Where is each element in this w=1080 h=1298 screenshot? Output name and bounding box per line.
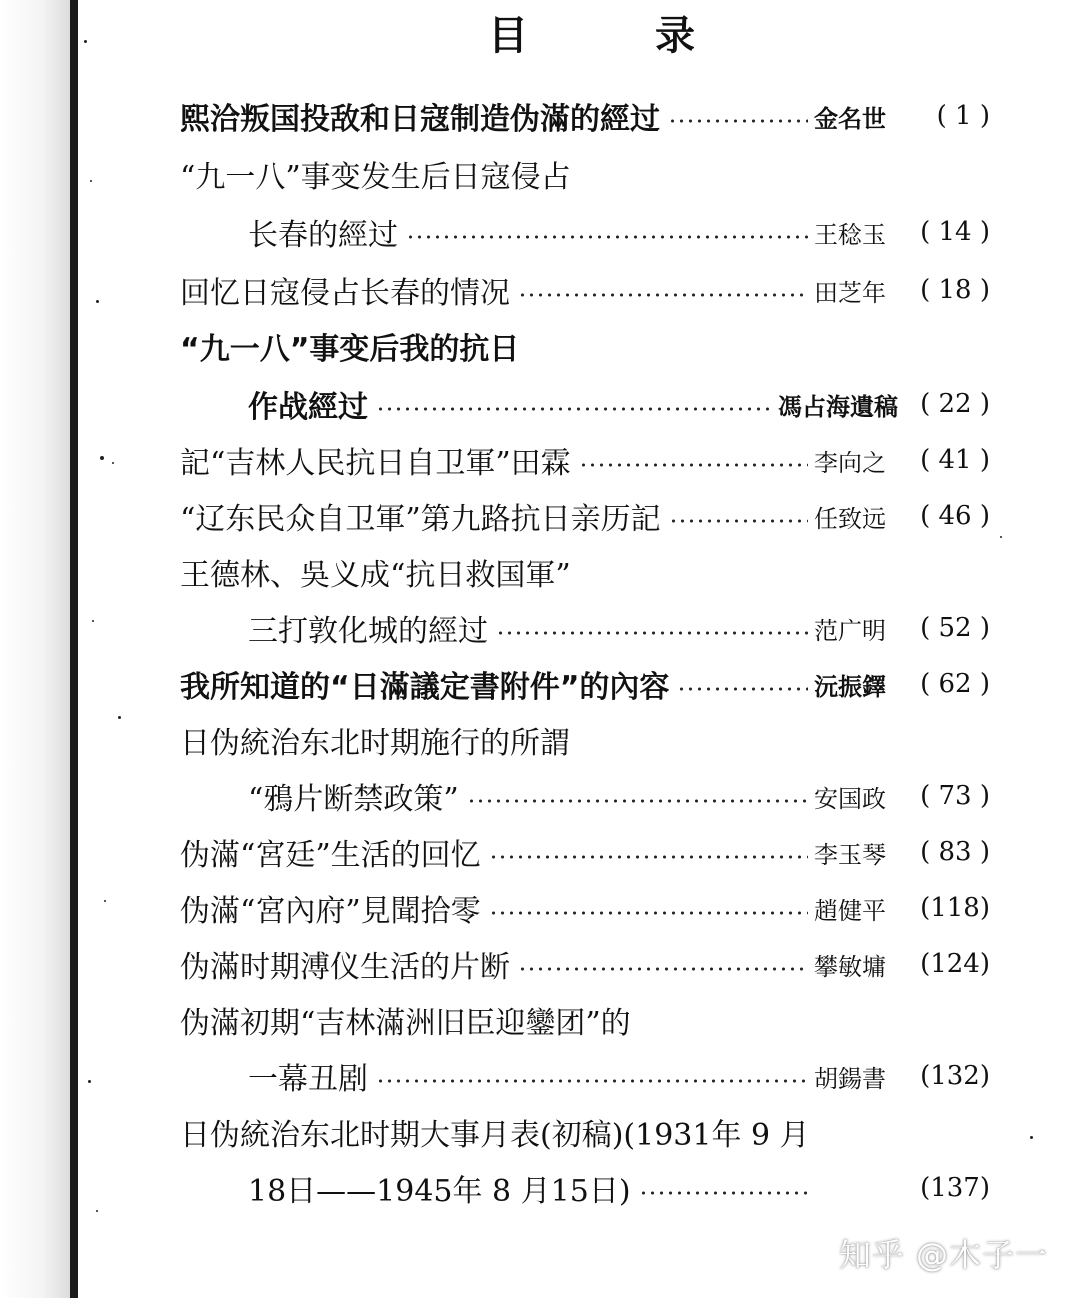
toc-entry-page: ( 62 ) <box>920 669 990 699</box>
toc-entry-author: 攀敏墉 <box>814 952 886 981</box>
toc-leader-dots <box>467 799 808 803</box>
toc-entry-page: ( 18 ) <box>920 275 990 305</box>
toc-entry-line <box>180 1108 990 1156</box>
toc-entry-line <box>180 828 990 876</box>
toc-entry-line <box>180 660 990 708</box>
toc-entry-author: 沅振鐸 <box>814 672 886 701</box>
toc-entry-line <box>248 1164 990 1212</box>
toc-entry-line <box>180 940 990 988</box>
toc-leader-dots <box>518 967 808 971</box>
toc-entry-line <box>180 436 990 484</box>
toc-entry-title: 熙洽叛国投敌和日寇制造伪滿的經过 <box>180 102 660 137</box>
toc-entry-title: 长春的經过 <box>248 218 398 253</box>
toc-leader-dots <box>518 293 808 297</box>
toc-entry-author: 李向之 <box>814 448 886 477</box>
toc-entry-line <box>180 716 990 764</box>
toc-entry-author: 任致远 <box>814 504 886 533</box>
toc-entry-title: 回忆日寇侵占长春的情况 <box>180 276 510 311</box>
toc-entry-title: 伪滿初期“吉林滿洲旧臣迎鑾团”的 <box>180 1006 631 1041</box>
toc-leader-dots <box>489 855 808 859</box>
toc-entry-page: ( 22 ) <box>920 389 990 419</box>
toc-entry-page: (132) <box>920 1061 990 1091</box>
toc-entry-line <box>248 1052 990 1100</box>
scan-speck <box>90 180 92 182</box>
scan-speck <box>118 716 121 719</box>
toc-entry-page: ( 83 ) <box>920 837 990 867</box>
toc-entry-page: ( 52 ) <box>920 613 990 643</box>
toc-entry-page: ( 41 ) <box>920 445 990 475</box>
toc-entry-title: “辽东民众自卫軍”第九路抗日亲历記 <box>180 502 661 537</box>
toc-title-char-1: 目 <box>488 13 528 59</box>
toc-entry-author: 趙健平 <box>814 896 886 925</box>
toc-entry-line <box>180 322 990 370</box>
toc-entry-author: 安国政 <box>814 784 886 813</box>
toc-entry-title: 伪滿“宮內府”見聞拾零 <box>180 894 481 929</box>
scan-speck <box>104 900 106 902</box>
toc-entry-title: 伪滿“宮廷”生活的回忆 <box>180 838 481 873</box>
toc-entry-author: 范广明 <box>814 616 886 645</box>
toc-entry-line <box>180 92 990 140</box>
toc-entry-page: (137) <box>920 1173 990 1203</box>
toc-entry-author: 馮占海遺稿 <box>778 392 898 421</box>
toc-entry-page: (124) <box>920 949 990 979</box>
toc-entry-title: 日伪統治东北时期施行的所謂 <box>180 726 570 761</box>
toc-entry-line <box>180 548 990 596</box>
toc-leader-dots <box>406 235 808 239</box>
toc-leader-dots <box>579 463 808 467</box>
toc-entry-page: ( 46 ) <box>920 501 990 531</box>
toc-entry-author: 胡鍚書 <box>814 1064 886 1093</box>
toc-entry-line <box>248 380 990 428</box>
toc-entry-author: 王稔玉 <box>814 220 886 249</box>
toc-entry-title: 日伪統治东北时期大事月表(初稿)(1931年 9 月 <box>180 1118 810 1153</box>
toc-entry-title: 伪滿时期溥仪生活的片断 <box>180 950 510 985</box>
toc-leader-dots <box>668 119 808 123</box>
toc-leader-dots <box>496 631 808 635</box>
toc-title-char-2: 录 <box>655 13 695 59</box>
toc-leader-dots <box>669 519 808 523</box>
scan-speck <box>96 300 99 303</box>
toc-entry-page: ( 73 ) <box>920 781 990 811</box>
toc-entry-line <box>180 996 990 1044</box>
scan-speck <box>112 462 114 464</box>
toc-entry-title: “九一八”事变后我的抗日 <box>180 332 520 367</box>
scan-speck <box>84 40 87 43</box>
toc-entry-title: 王德林、吳义成“抗日救国軍” <box>180 558 571 593</box>
toc-entry-page: ( 14 ) <box>920 217 990 247</box>
toc-entry-title: 作战經过 <box>248 390 368 425</box>
toc-entry-line <box>180 492 990 540</box>
toc-leader-dots <box>376 407 772 411</box>
watermark: 知乎 @木子一 <box>838 1236 1048 1274</box>
toc-entry-line <box>180 266 990 314</box>
toc-entry-title: “九一八”事变发生后日寇侵占 <box>180 160 571 195</box>
scan-speck <box>1030 1136 1033 1139</box>
toc-entry-author: 田芝年 <box>814 278 886 307</box>
toc-leader-dots <box>376 1079 808 1083</box>
toc-entry-line <box>180 884 990 932</box>
toc-entry-title: 18日——1945年 8 月15日) <box>248 1174 631 1209</box>
scan-speck <box>92 620 94 622</box>
scan-speck <box>1000 536 1002 538</box>
toc-entry-title: 記“吉林人民抗日自卫軍”田霖 <box>180 446 571 481</box>
toc-entry-author: 李玉琴 <box>814 840 886 869</box>
toc-entry-line <box>180 150 990 198</box>
toc-entry-page: ( 1 ) <box>936 101 990 131</box>
toc-entry-author: 金名世 <box>814 104 886 133</box>
toc-entry-page: (118) <box>920 893 990 923</box>
toc-entry-title: 一幕丑剧 <box>248 1062 368 1097</box>
toc-entry-line <box>248 772 990 820</box>
toc-entry-title: 我所知道的“日滿議定書附件”的內容 <box>180 670 670 705</box>
toc-entry-title: “鴉片断禁政策” <box>248 782 459 817</box>
toc-leader-dots <box>489 911 808 915</box>
scan-speck <box>100 456 104 460</box>
toc-leader-dots <box>677 687 808 691</box>
toc-leader-dots <box>639 1191 808 1195</box>
toc-entry-line <box>248 604 990 652</box>
scan-speck <box>88 1080 91 1083</box>
scan-speck <box>96 1210 98 1212</box>
toc-entry-title: 三打敦化城的經过 <box>248 614 488 649</box>
toc-entry-line <box>248 208 990 256</box>
